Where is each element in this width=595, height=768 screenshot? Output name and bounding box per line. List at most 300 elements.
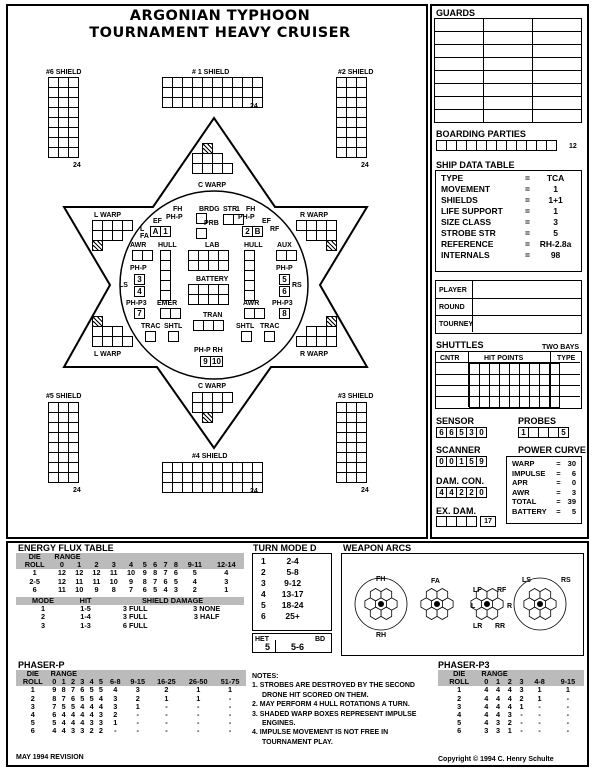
- sensor-track[interactable]: [436, 427, 486, 445]
- ship-data-row: [439, 217, 578, 228]
- l-warp-bottom-label: L WARP: [94, 351, 122, 358]
- ef-cell: 11: [58, 584, 66, 594]
- scanner-track[interactable]: [436, 456, 486, 474]
- ef-cell: 11: [75, 576, 84, 586]
- power-key: BATTERY: [512, 506, 547, 516]
- phaser-p-cell: 6: [80, 685, 85, 695]
- turn-row: [259, 578, 305, 589]
- str-label: STR: [223, 206, 237, 213]
- arc-hex: [540, 607, 551, 619]
- dam-con-box[interactable]: 2: [456, 487, 467, 498]
- em-cell: [169, 622, 244, 630]
- phaser-6-box[interactable]: 6: [279, 286, 289, 304]
- ship-data-key: SHIELDS: [441, 195, 478, 205]
- aux-boxes[interactable]: [276, 250, 297, 261]
- phaser-p-cell: 3: [135, 685, 140, 695]
- ph-p-rs-label: PH-P: [276, 265, 293, 272]
- shuttles-type-header: TYPE: [557, 355, 576, 362]
- turn-row: [259, 556, 305, 567]
- tran-boxes[interactable]: [193, 320, 224, 331]
- phaser-p3-cell: 4: [484, 693, 489, 703]
- ef-cell: 11: [92, 576, 101, 586]
- shield-2-count: 24: [361, 162, 369, 169]
- phaser-p-cell: 1: [135, 701, 140, 711]
- lab-label: LAB: [205, 242, 220, 249]
- ship-data-value: 1: [553, 184, 558, 194]
- phaser-p3-die: DIE: [453, 669, 466, 678]
- ship-data-value: 1+1: [548, 195, 563, 205]
- round-field[interactable]: [474, 299, 580, 314]
- phaser-p-header-cell: 6-8: [110, 677, 121, 687]
- ph-p3-right-label: PH-P3: [272, 300, 293, 307]
- ship-data-eq: =: [525, 206, 530, 216]
- phaser-10-box[interactable]: 10: [210, 356, 223, 367]
- ef-cell: 9: [94, 584, 99, 594]
- shield-1-label: # 1 SHIELD: [192, 69, 230, 76]
- rs-label: RS: [292, 282, 302, 289]
- hull-left-label: HULL: [158, 242, 177, 249]
- shuttles-cntr-header: CNTR: [440, 355, 460, 362]
- ship-data-value: 98: [550, 250, 561, 260]
- phaser-p-cell: -: [197, 710, 200, 720]
- ef-cell: 7: [128, 584, 134, 594]
- power-key: AWR: [512, 487, 530, 497]
- phaser-p-cell: 6: [30, 726, 35, 736]
- het-bd-box[interactable]: [252, 633, 332, 653]
- ef-cell: 3: [224, 576, 229, 586]
- phaser-p-cell: 3: [113, 693, 118, 703]
- phaser-1-box[interactable]: 1: [160, 226, 171, 237]
- ship-data-row: [439, 206, 578, 217]
- phaser-4-box[interactable]: 4: [134, 286, 144, 304]
- tourney-label: TOURNEY: [439, 321, 474, 328]
- phaser-p-cell: 1: [196, 685, 201, 695]
- phaser-p-cell: -: [165, 701, 168, 711]
- scanner-label: SCANNER: [436, 445, 481, 455]
- power-eq: =: [556, 506, 561, 516]
- power-key: APR: [512, 478, 528, 487]
- shield-1-count: 24: [250, 103, 258, 110]
- energy-flux-label: ENERGY FLUX TABLE: [18, 543, 114, 553]
- ef-cell: 12: [57, 568, 66, 578]
- em-cell: 1-3: [80, 620, 91, 630]
- ship-data-key: TYPE: [441, 173, 464, 183]
- hull-right-boxes[interactable]: [244, 250, 255, 301]
- ef-header-cell: 9-11: [187, 560, 202, 570]
- ph-p3-left-label: PH-P3: [126, 300, 147, 307]
- scanner-box[interactable]: 0: [446, 456, 457, 467]
- ex-dam-grid[interactable]: [436, 516, 477, 527]
- phaser-p3-cell: -: [566, 726, 570, 736]
- probes-label: PROBES: [518, 416, 557, 426]
- phaser-7-box[interactable]: 7: [134, 308, 144, 326]
- phaser-p-cell: -: [165, 726, 168, 736]
- ship-data-box: [435, 170, 582, 272]
- em-cell: 3 FULL: [122, 612, 148, 622]
- power-row: [510, 497, 578, 507]
- player-field[interactable]: [474, 282, 580, 297]
- ph-p-rh-label: PH-P RH: [194, 347, 223, 354]
- r-warp-top-label: R WARP: [300, 212, 328, 219]
- c-warp-top-grid[interactable]: [192, 143, 233, 174]
- phaser-p-die: DIE: [26, 669, 39, 678]
- phaser-p-cell: 2: [164, 685, 169, 695]
- arc4-rs: RS: [561, 577, 571, 584]
- phaser-2-box[interactable]: 2: [242, 226, 253, 237]
- phaser-p-cell: -: [136, 726, 139, 736]
- turn-speed: 13-17: [281, 589, 304, 599]
- phaser-p-cell: -: [114, 726, 117, 736]
- power-row: [510, 459, 578, 469]
- phaser-p-cell: 1: [228, 685, 233, 695]
- ship-marker-icon: [537, 601, 543, 607]
- awr-left-boxes[interactable]: [132, 250, 153, 261]
- ef-header-cell: 3: [111, 560, 116, 570]
- notes-box: [252, 672, 428, 747]
- ship-data-value: TCA: [546, 173, 565, 183]
- c-warp-top-label: C WARP: [198, 182, 226, 189]
- scanner-box[interactable]: 1: [456, 456, 467, 467]
- phaser-p3-cell: 3: [457, 701, 462, 711]
- phaser-p3-cell: 4: [496, 701, 501, 711]
- ship-data-eq: =: [525, 250, 530, 260]
- arc3-r: R: [507, 603, 513, 610]
- power-eq: =: [556, 487, 561, 497]
- phaser-p3-cell: 1: [537, 693, 542, 703]
- weapon-arcs-label: WEAPON ARCS: [343, 543, 412, 553]
- phaser-p-cell: 4: [80, 718, 85, 728]
- dam-con-box[interactable]: 2: [466, 487, 477, 498]
- phaser-p-cell: 4: [89, 710, 94, 720]
- power-row: [510, 507, 578, 517]
- fh-right-label: FH: [246, 206, 256, 213]
- phaser-p-cell: 5: [70, 701, 75, 711]
- phaser-p-cell: 4: [80, 701, 85, 711]
- ef-header-cell: 7: [163, 560, 168, 570]
- phaser-p3-cell: -: [566, 718, 570, 728]
- arc1-fh: FH: [376, 576, 386, 583]
- c-warp-bottom-grid[interactable]: [192, 392, 233, 423]
- phaser-p-cell: -: [165, 718, 168, 728]
- phaser-p3-cell: 1: [507, 726, 512, 736]
- ef-cell: 10: [109, 576, 118, 586]
- turn-speed: 18-24: [281, 600, 304, 610]
- arc3-rf: RF: [497, 587, 507, 594]
- shtl-left-boxes[interactable]: [168, 331, 179, 342]
- arc-hex: [381, 589, 392, 601]
- hull-right-label: HULL: [244, 242, 263, 249]
- dam-con-label: DAM. CON.: [436, 476, 484, 486]
- probes-track[interactable]: 1 5: [518, 427, 568, 445]
- trac-left-boxes[interactable]: [145, 331, 156, 342]
- shtl-right-label: SHTL: [236, 323, 255, 330]
- turn-speed: 25+: [285, 611, 300, 621]
- phaser-p3-range: RANGE: [481, 669, 508, 678]
- phaser-p-cell: 4: [52, 726, 57, 736]
- phaser-p-cell: 3: [98, 718, 103, 728]
- em-cell: 2: [40, 612, 46, 622]
- phaser-p-cell: 3: [89, 718, 94, 728]
- phaser-p-cell: -: [228, 693, 232, 703]
- phaser-p3-header-cell: 3: [519, 677, 524, 687]
- phaser-p-cell: 4: [30, 710, 35, 720]
- ship-data-eq: =: [525, 239, 530, 249]
- ef-cell: 2: [192, 584, 197, 594]
- em-cell: 3 HALF: [193, 612, 220, 622]
- phaser-p-cell: 5: [52, 718, 57, 728]
- phaser-p3-header-cell: 1: [496, 677, 501, 687]
- arc-hex: [540, 589, 551, 601]
- ef-right-label: EF: [262, 218, 271, 225]
- ef-header-cell: 2: [94, 560, 99, 570]
- arc3-lf: LF: [473, 587, 482, 594]
- ef-cell: 8: [111, 584, 116, 594]
- trac-right-boxes[interactable]: [264, 331, 275, 342]
- phaser-p-label: PHASER-P: [18, 660, 65, 670]
- phaser-p-cell: -: [228, 710, 232, 720]
- phaser-p3-cell: 4: [507, 693, 512, 703]
- phaser-p3-header-cell: 9-15: [560, 677, 576, 687]
- ef-header-cell: 5: [142, 560, 147, 570]
- trac-right-label: TRAC: [260, 323, 280, 330]
- phaser-p3-cell: 6: [457, 726, 462, 736]
- em-cell: 3 NONE: [193, 604, 221, 614]
- ship-data-row: [439, 184, 578, 195]
- arc-hex: [437, 589, 448, 601]
- phaser-p-cell: 5: [61, 701, 66, 711]
- arc-hex: [426, 589, 437, 601]
- guards-grid[interactable]: [434, 18, 582, 123]
- trac-left-label: TRAC: [141, 323, 161, 330]
- phaser-p-cell: 7: [61, 693, 66, 703]
- sensor-box[interactable]: 5: [456, 427, 467, 438]
- arc3-lr: LR: [473, 623, 483, 630]
- ef-range: RANGE: [54, 552, 81, 561]
- tourney-field[interactable]: [474, 316, 580, 331]
- ef-header-cell: 4: [128, 560, 134, 570]
- turn-row: [259, 611, 305, 622]
- ship-data-eq: =: [525, 195, 530, 205]
- ship-data-row: [439, 173, 578, 184]
- turn-mode: 1: [261, 556, 266, 566]
- phaser-p-cell: -: [228, 718, 232, 728]
- scanner-box[interactable]: 5: [466, 456, 477, 467]
- phaser-p-cell: 6: [52, 710, 57, 720]
- power-curve-box: [506, 456, 582, 524]
- ef-cell: 6: [32, 584, 37, 594]
- em-mode: MODE: [32, 596, 54, 606]
- shtl-right-boxes[interactable]: [241, 331, 252, 342]
- player-label: PLAYER: [439, 287, 467, 294]
- phaser-3-box[interactable]: 3: [134, 274, 144, 292]
- phaser-p3-cell: -: [566, 693, 570, 703]
- dam-con-track[interactable]: [436, 487, 486, 505]
- phaser-5-box[interactable]: 5: [279, 274, 289, 292]
- ship-data-row: [439, 195, 578, 206]
- phaser-p-header-cell: 16-25: [157, 677, 176, 687]
- phaser-p-cell: 3: [30, 701, 35, 711]
- phaser-p-cell: 4: [61, 718, 66, 728]
- phaser-p3-cell: 5: [457, 718, 462, 728]
- ef-header-cell: 1: [77, 560, 82, 570]
- power-value: 3: [571, 487, 576, 497]
- drone-a-box[interactable]: A: [150, 226, 161, 237]
- ef-cell: 7: [153, 576, 158, 586]
- power-eq: =: [556, 497, 561, 506]
- r-warp-bottom-grid[interactable]: [296, 316, 337, 347]
- bd-label: BD: [315, 636, 326, 643]
- shield-6-label: #6 SHIELD: [46, 69, 82, 76]
- two-bays-label: TWO BAYS: [542, 344, 580, 351]
- r-warp-bottom-label: R WARP: [300, 351, 328, 358]
- r-warp-top-grid[interactable]: [296, 220, 337, 251]
- phaser-p3-cell: -: [538, 710, 541, 720]
- phaser-p-row: [16, 703, 246, 711]
- ef-cell: 3: [173, 584, 178, 594]
- ph-p-left-label: PH-P: [166, 214, 183, 221]
- arc2-fa: FA: [431, 578, 440, 585]
- emer-boxes[interactable]: [160, 308, 181, 319]
- ef-cell: 4: [192, 576, 197, 586]
- phaser-p-cell: 2: [113, 710, 118, 720]
- phaser-p-header-cell: 1: [61, 677, 66, 687]
- ph-p-right-label: PH-P: [238, 214, 255, 221]
- phaser-p-roll: ROLL: [22, 677, 43, 687]
- prb-label: PRB: [204, 220, 219, 227]
- ef-cell: 11: [109, 568, 118, 578]
- phaser-p-header-cell: 4: [89, 677, 94, 687]
- sensor-box[interactable]: 3: [466, 427, 477, 438]
- note-line: ENGINES.: [262, 720, 296, 728]
- phaser-p3-cell: 3: [496, 726, 501, 736]
- em-cell: 3 FULL: [122, 604, 148, 614]
- ship-data-value: 3: [553, 217, 558, 227]
- sensor-box[interactable]: 6: [436, 427, 447, 438]
- phaser-p-cell: 1: [164, 693, 169, 703]
- battery-label: BATTERY: [196, 276, 229, 283]
- phaser-p-cell: 4: [70, 710, 75, 720]
- ef-cell: 9: [128, 576, 134, 586]
- phaser-9-box[interactable]: 9: [200, 356, 211, 367]
- shield-4-label: #4 SHIELD: [192, 453, 228, 460]
- turn-speed: 5-8: [286, 567, 299, 577]
- ship-data-value: 5: [553, 228, 558, 238]
- phaser-p-cell: 5: [89, 685, 94, 695]
- phaser-8-box[interactable]: 8: [279, 308, 289, 326]
- ef-cell: 8: [153, 568, 158, 578]
- power-eq: =: [556, 478, 561, 487]
- phaser-p-cell: -: [136, 710, 139, 720]
- sensor-label: SENSOR: [436, 416, 475, 426]
- lab-boxes[interactable]: [188, 250, 229, 271]
- phaser-p3-cell: 3: [496, 718, 501, 728]
- scanner-box[interactable]: 9: [476, 456, 487, 467]
- power-value: 30: [567, 459, 576, 468]
- awr-right-boxes[interactable]: [244, 308, 265, 319]
- dam-con-box[interactable]: 4: [446, 487, 457, 498]
- boarding-parties-grid[interactable]: [436, 140, 557, 151]
- sensor-box[interactable]: 0: [476, 427, 487, 438]
- ex-dam-count: 17: [480, 516, 496, 527]
- emer-label: EMER: [157, 300, 178, 307]
- phaser-p-cell: -: [197, 701, 200, 711]
- ef-cell: 4: [224, 568, 229, 578]
- phaser-p3-cell: 4: [496, 710, 501, 720]
- phaser-p3-header-cell: 2: [507, 677, 512, 687]
- phaser-p-row: [16, 719, 246, 727]
- note-line: TOURNAMENT PLAY.: [262, 738, 333, 746]
- ship-data-value: 1: [553, 206, 558, 216]
- ship-data-key: MOVEMENT: [441, 184, 491, 194]
- turn-mode: 3: [261, 578, 266, 588]
- ship-marker-icon: [378, 601, 384, 607]
- het-label: HET: [255, 636, 269, 643]
- note-line: 3. SHADED WARP BOXES REPRESENT IMPULSE: [252, 710, 417, 718]
- dam-con-box[interactable]: 0: [476, 487, 487, 498]
- phaser-p-cell: 2: [30, 693, 35, 703]
- boarding-parties-label: BOARDING PARTIES: [436, 129, 526, 139]
- power-eq: =: [556, 459, 561, 468]
- phaser-p-cell: -: [165, 710, 168, 720]
- phaser-p-cell: 9: [52, 685, 57, 695]
- phaser-p-cell: -: [197, 718, 200, 728]
- ship-data-eq: =: [525, 217, 530, 227]
- arc3-l: L: [471, 603, 476, 610]
- phaser-p-cell: 5: [98, 685, 103, 695]
- phaser-p-cell: 4: [70, 718, 75, 728]
- shield-5-count: 24: [73, 487, 81, 494]
- scanner-box[interactable]: 0: [436, 456, 447, 467]
- em-cell: 3: [40, 620, 46, 630]
- power-key: TOTAL: [512, 497, 537, 506]
- phaser-p-cell: 3: [80, 726, 85, 736]
- ef-cell: 2-5: [29, 576, 40, 586]
- power-eq: =: [556, 468, 561, 478]
- sensor-box[interactable]: 6: [446, 427, 457, 438]
- battery-boxes[interactable]: [188, 284, 229, 305]
- turn-mode: 5: [261, 600, 266, 610]
- ship-data-row: [439, 250, 578, 261]
- ship-data-row: [439, 228, 578, 239]
- phaser-p3-cell: -: [538, 701, 541, 711]
- phaser-p-cell: 7: [52, 701, 57, 711]
- phaser-p-cell: 8: [52, 693, 57, 703]
- phaser-p-cell: 4: [61, 710, 66, 720]
- c-warp-bottom-label: C WARP: [198, 383, 226, 390]
- l-warp-top-grid[interactable]: [92, 220, 133, 251]
- rear-phaser-boxes[interactable]: [200, 356, 222, 374]
- turn-speed: 2-4: [286, 556, 299, 566]
- phaser-p-row: [16, 686, 246, 694]
- shuttles-table[interactable]: [435, 351, 582, 409]
- brdg-label: BRDG: [199, 206, 220, 213]
- ef-cell: 12: [92, 568, 101, 578]
- em-cell: 1: [40, 604, 46, 614]
- phaser-p3-cell: -: [520, 710, 523, 720]
- ef-cell: 1: [224, 584, 229, 594]
- turn-speed: 9-12: [284, 578, 302, 588]
- phaser-p-cell: 1: [196, 693, 201, 703]
- power-key: WARP: [512, 459, 535, 468]
- l-warp-bottom-grid[interactable]: [92, 316, 133, 347]
- ef-header-cell: 12-14: [216, 560, 236, 570]
- power-row: [510, 469, 578, 479]
- phaser-p-row: [16, 711, 246, 719]
- turn-row: [259, 600, 305, 611]
- drone-b-box[interactable]: B: [252, 226, 263, 237]
- dam-con-box[interactable]: 4: [436, 487, 447, 498]
- hull-left-boxes[interactable]: [160, 250, 171, 301]
